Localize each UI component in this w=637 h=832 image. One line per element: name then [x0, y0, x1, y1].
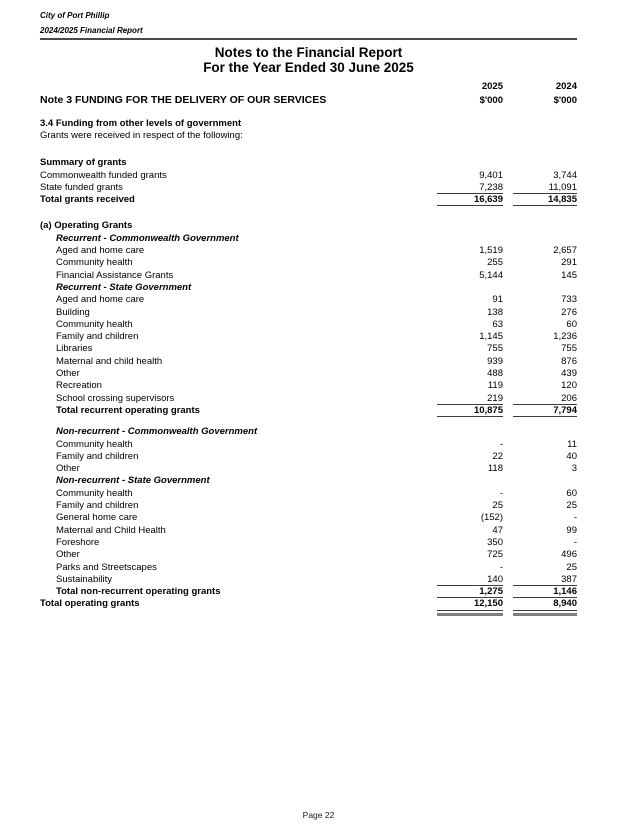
- amount-2024: 40: [566, 450, 577, 462]
- amount-2024: -: [573, 536, 577, 548]
- section-intro: Grants were received in respect of the following:: [40, 130, 243, 142]
- amount-2024: 733: [561, 294, 577, 306]
- row-label: Foreshore: [56, 536, 100, 548]
- row-label: Financial Assistance Grants: [56, 269, 174, 281]
- row-label: (a) Operating Grants: [40, 220, 133, 232]
- amount-2024: 3,744: [553, 169, 577, 181]
- amount-2024: [513, 157, 577, 169]
- table-row: [40, 194, 577, 206]
- column-unit-2025: $'000: [479, 95, 503, 106]
- table-row: [40, 294, 577, 306]
- amount-2025: 755: [487, 343, 503, 355]
- table-row: [40, 380, 577, 392]
- amount-2025: 939: [487, 355, 503, 367]
- amount-2025: (152): [480, 512, 503, 524]
- row-label: Aged and home care: [56, 245, 145, 257]
- row-label: Community health: [56, 487, 133, 499]
- amount-2025: 63: [492, 318, 503, 330]
- report-name: 2024/2025 Financial Report: [40, 26, 143, 35]
- amount-2025: [437, 282, 503, 294]
- amount-2025: 7,238: [437, 182, 503, 194]
- grants-table: [40, 157, 577, 610]
- table-row: [40, 307, 577, 319]
- amount-2025: 22: [492, 450, 503, 462]
- table-row: [40, 405, 577, 417]
- amount-2024: 387: [513, 574, 577, 586]
- amount-2025: 350: [487, 536, 503, 548]
- row-label: Summary of grants: [40, 157, 127, 169]
- row-label: Non-recurrent - Commonwealth Government: [56, 426, 258, 438]
- amount-2025: 10,875: [437, 405, 503, 417]
- column-year-2024: 2024: [555, 81, 577, 92]
- amount-2025: 488: [487, 368, 503, 380]
- amount-2025: 219: [437, 393, 503, 405]
- table-row: [40, 574, 577, 586]
- amount-2025: 725: [487, 549, 503, 561]
- row-label: Community health: [56, 257, 133, 269]
- amount-2025: [437, 426, 503, 438]
- row-label: Total grants received: [40, 194, 135, 206]
- table-row: [40, 475, 577, 487]
- amount-2025: 140: [437, 574, 503, 586]
- amount-2025: -: [499, 438, 503, 450]
- amount-2025: 118: [487, 463, 503, 475]
- org-name: City of Port Phillip: [40, 11, 110, 20]
- year-header-row: [40, 81, 577, 93]
- page-subtitle: For the Year Ended 30 June 2025: [203, 60, 414, 75]
- note-title: Note 3 FUNDING FOR THE DELIVERY OF OUR SERVICES: [40, 94, 327, 107]
- row-label: Recurrent - State Government: [56, 281, 192, 293]
- table-row: [40, 463, 577, 475]
- amount-2024: [513, 426, 577, 438]
- row-label: School crossing supervisors: [56, 392, 175, 404]
- amount-2025: 1,145: [479, 331, 503, 343]
- row-label: Recurrent - Commonwealth Government: [56, 232, 239, 244]
- amount-2025: -: [499, 561, 503, 573]
- amount-2024: 60: [566, 487, 577, 499]
- table-row: [40, 439, 577, 451]
- table-row: [40, 356, 577, 368]
- table-row: [40, 257, 577, 269]
- table-row: [40, 170, 577, 182]
- amount-2024: -: [573, 512, 577, 524]
- amount-2024: 2,657: [553, 245, 577, 257]
- row-label: Other: [56, 549, 80, 561]
- amount-2025: 9,401: [479, 169, 503, 181]
- amount-2024: 755: [561, 343, 577, 355]
- column-year-2025: 2025: [481, 81, 503, 92]
- row-label: Total recurrent operating grants: [56, 404, 200, 416]
- row-label: State funded grants: [40, 181, 123, 193]
- section-heading: 3.4 Funding from other levels of government: [40, 118, 242, 130]
- table-row: [40, 562, 577, 574]
- row-label: Family and children: [56, 500, 139, 512]
- amount-2024: 3: [571, 463, 577, 475]
- table-row: [40, 426, 577, 438]
- table-row: [40, 393, 577, 405]
- row-label: Libraries: [56, 343, 93, 355]
- table-row: [40, 270, 577, 282]
- row-label: Family and children: [56, 331, 139, 343]
- amount-2024: 496: [561, 549, 577, 561]
- amount-2024: 1,146: [513, 586, 577, 598]
- table-row: [40, 598, 577, 610]
- amount-2024: 25: [566, 500, 577, 512]
- amount-2024: 206: [513, 393, 577, 405]
- table-row: [40, 451, 577, 463]
- table-row: [40, 157, 577, 169]
- row-label: Recreation: [56, 380, 102, 392]
- row-label: Other: [56, 368, 80, 380]
- row-label: Community health: [56, 438, 133, 450]
- amount-2024: 439: [561, 368, 577, 380]
- header-divider: [40, 38, 577, 40]
- row-label: Parks and Streetscapes: [56, 561, 157, 573]
- column-unit-2024: $'000: [553, 95, 577, 106]
- amount-2024: [513, 475, 577, 487]
- amount-2024: 876: [561, 355, 577, 367]
- amount-2025: 255: [487, 257, 503, 269]
- amount-2025: [437, 233, 503, 245]
- amount-2024: 145: [561, 269, 577, 281]
- row-label: Non-recurrent - State Government: [56, 475, 210, 487]
- amount-2024: [513, 220, 577, 232]
- amount-2024: [513, 233, 577, 245]
- row-label: Maternal and Child Health: [56, 524, 166, 536]
- amount-2025: 12,150: [437, 598, 503, 610]
- page-title: Notes to the Financial Report: [214, 45, 403, 60]
- table-row: [40, 220, 577, 232]
- amount-2024: 11: [567, 438, 577, 450]
- amount-2025: 1,275: [437, 586, 503, 598]
- amount-2025: [437, 220, 503, 232]
- row-label: Total non-recurrent operating grants: [56, 586, 221, 598]
- amount-2024: 11,091: [513, 182, 577, 194]
- row-label: Maternal and child health: [56, 355, 163, 367]
- table-row: [40, 549, 577, 561]
- row-label: Community health: [56, 318, 133, 330]
- amount-2025: 119: [487, 380, 503, 392]
- row-label: Aged and home care: [56, 294, 145, 306]
- amount-2024: 60: [566, 318, 577, 330]
- amount-2024: 7,794: [513, 405, 577, 417]
- row-label: Sustainability: [56, 573, 112, 585]
- amount-2025: 25: [492, 500, 503, 512]
- table-row: [40, 343, 577, 355]
- amount-2024: [513, 282, 577, 294]
- table-row: [40, 525, 577, 537]
- row-label: Total operating grants: [40, 598, 140, 610]
- table-row: [40, 500, 577, 512]
- row-label: Other: [56, 463, 80, 475]
- table-row: [40, 182, 577, 194]
- table-row: [40, 512, 577, 524]
- row-label: General home care: [56, 512, 138, 524]
- row-label: Building: [56, 306, 90, 318]
- table-row: [40, 488, 577, 500]
- amount-2024: 14,835: [513, 194, 577, 206]
- amount-2025: -: [499, 487, 503, 499]
- table-row: [40, 331, 577, 343]
- table-row: [40, 537, 577, 549]
- amount-2025: 5,144: [479, 269, 503, 281]
- row-label: Family and children: [56, 450, 139, 462]
- amount-2024: 99: [566, 524, 577, 536]
- amount-2024: 8,940: [513, 598, 577, 610]
- amount-2025: [437, 475, 503, 487]
- amount-2025: 91: [492, 294, 503, 306]
- amount-2024: 25: [566, 561, 577, 573]
- table-row: [40, 233, 577, 245]
- amount-2025: [437, 157, 503, 169]
- amount-2025: 47: [492, 524, 503, 536]
- amount-2024: 120: [561, 380, 577, 392]
- amount-2024: 276: [561, 306, 577, 318]
- table-row: [40, 319, 577, 331]
- amount-2025: 1,519: [479, 245, 503, 257]
- note-title-row: [40, 94, 577, 107]
- amount-2024: 291: [561, 257, 577, 269]
- table-row: [40, 368, 577, 380]
- amount-2025: 16,639: [437, 194, 503, 206]
- page-number: Page 22: [302, 810, 335, 820]
- table-row: [40, 282, 577, 294]
- row-label: Commonwealth funded grants: [40, 169, 167, 181]
- table-row: [40, 245, 577, 257]
- amount-2025: 138: [487, 306, 503, 318]
- table-row: [40, 586, 577, 598]
- amount-2024: 1,236: [553, 331, 577, 343]
